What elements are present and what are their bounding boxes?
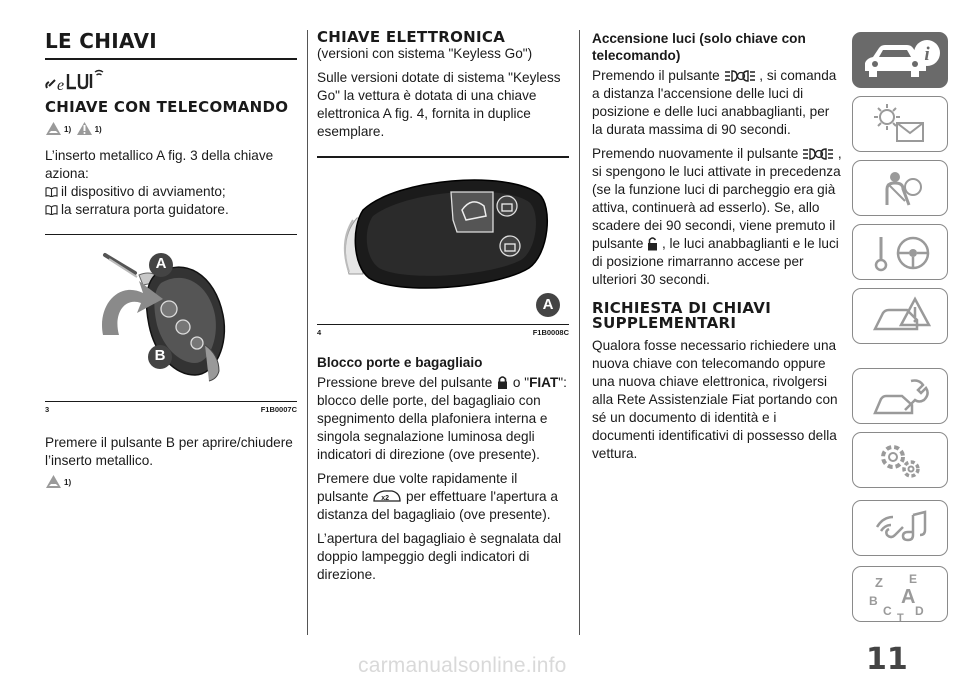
figure-number: 4 [317,327,322,337]
press-button-text: Premere il pulsante B per aprire/chiudere l’inserto metallico. [45,435,293,468]
svg-text:B: B [869,594,878,608]
tab-car-info[interactable] [852,32,948,88]
extra-keys-paragraph: Qualora fosse necessario richiedere una nuova chiave con telecomando oppure una nuova chiave elettronica, rivolgersi alla Rete Assistenziale Fiat portando con sé un documento di identità e i documenti identificativi di possesso della vettura. [592,338,838,461]
flip-key-illustration [45,235,297,401]
bullet-book-icon [45,204,58,215]
warning-note [45,121,71,136]
key-symbol-icon [45,66,297,94]
section-title: LE CHIAVI [45,29,157,53]
title-rule [45,58,297,60]
tab-dashboard-lights[interactable] [852,96,948,152]
svg-text:C: C [883,604,892,618]
warning-note [76,121,102,136]
figure-label-a: A [155,255,167,272]
wrench-car-icon [853,369,949,425]
lock-heading: Blocco porte e bagagliaio [317,354,483,370]
list-item: il dispositivo di avviamento; [45,183,297,201]
svg-text:i: i [924,44,930,65]
trunk-signal-paragraph: L’apertura del bagagliaio è segnalata dal doppio lampeggio degli indicatori di direzione. [317,530,562,582]
figure-code: F1B0007C [260,405,297,414]
svg-text:A: A [901,586,916,608]
maintenance-gears-icon [853,433,949,489]
unlock-icon [647,236,658,251]
electronic-key-heading: CHIAVE ELETTRONICA [317,28,506,46]
warning-triangle-icon [45,474,62,489]
key-steering-icon [853,225,949,281]
tab-starting-driving[interactable] [852,224,948,280]
headlight-icon [724,69,756,83]
column-2 [317,30,569,584]
list-item: la serratura porta guidatore. [45,201,297,219]
figure-electronic-key [317,158,569,324]
dashboard-lights-icon [853,97,949,153]
site-watermark: carmanualsonline.info [358,654,567,677]
accident-warning-icon [853,289,949,345]
warning-ref: 1) [94,124,102,134]
warning-ref: 1) [64,478,72,487]
electronic-key-illustration [317,158,569,324]
lock-paragraph: Pressione breve del pulsante o "FIAT": blocco delle porte, del bagagliaio con spegnimento della plafoniera interna e singola segnalazione luminosa degli indicatori di direzione (ove presente). [317,374,567,462]
headlight-icon [802,147,834,161]
figure-label-a: A [542,295,554,313]
car-info-icon [853,33,949,89]
lock-icon [496,375,509,390]
figure-flip-key [45,235,297,401]
tab-multimedia[interactable] [852,500,948,556]
tab-in-emergency[interactable] [852,368,948,424]
trunk-double-press-icon: x2 [372,489,402,503]
bullet-book-icon [45,186,58,197]
warning-ref: 1) [64,124,72,134]
lights-paragraph-2: Premendo nuovamente il pulsante , si spengono le luci attivate in precedenza (se la funzione luci di parcheggio era già attiva, continuerà ad esserlo). Se, allo scadere dei 90 secondi, viene premuto il pulsante , le luci anabbaglianti e le luci di posizione rimarranno accese per ulteriori 30 secondi. [592,146,842,287]
media-connect-icon [853,501,949,557]
svg-text:Z: Z [875,575,883,590]
column-divider [579,30,580,635]
tab-emergency[interactable] [852,288,948,344]
svg-text:E: E [909,572,918,586]
page-number: 11 [866,642,908,677]
lights-paragraph-1: Premendo il pulsante , si comanda a distanza l'accensione delle luci di posizione e delle luci anabbaglianti, per la durata massima di 90 secondi. [592,68,837,137]
figure-label-b: B [154,347,166,364]
alphabetical-index-icon [853,567,949,623]
lights-heading: Accensione luci (solo chiave con telecomando) [592,31,806,63]
extra-keys-heading: RICHIESTA DI CHIAVI SUPPLEMENTARI [592,299,772,332]
figure-caption [317,324,569,337]
key-remote-heading: CHIAVE CON TELECOMANDO [45,97,289,116]
column-divider [307,30,308,635]
warning-note [45,474,71,489]
figure-code: F1B0008C [532,327,569,337]
tab-safety[interactable] [852,160,948,216]
intro-text: L’inserto metallico A fig. 3 della chiave aziona: [45,147,274,181]
svg-text:T: T [897,612,904,623]
warning-triangle-icon [45,121,62,136]
electronic-key-subtitle: (versioni con sistema "Keyless Go") [317,46,533,61]
figure-number: 3 [45,405,50,414]
tab-index[interactable] [852,566,948,622]
svg-text:D: D [915,604,924,618]
tab-maintenance[interactable] [852,432,948,488]
warning-triangle-icon [76,121,93,136]
svg-text:e: e [57,76,65,94]
seatbelt-airbag-icon [853,161,949,217]
keyless-paragraph: Sulle versioni dotate di sistema "Keyless Go" la vettura è dotata di una chiave elettronica A fig. 4, fornita in duplice esemplare. [317,70,561,139]
column-1 [45,30,297,494]
trunk-paragraph: Premere due volte rapidamente il pulsante x2 per effettuare l'apertura a distanza del bagagliaio (ove presente). [317,470,558,522]
column-3 [592,30,842,463]
figure-caption [45,401,297,414]
